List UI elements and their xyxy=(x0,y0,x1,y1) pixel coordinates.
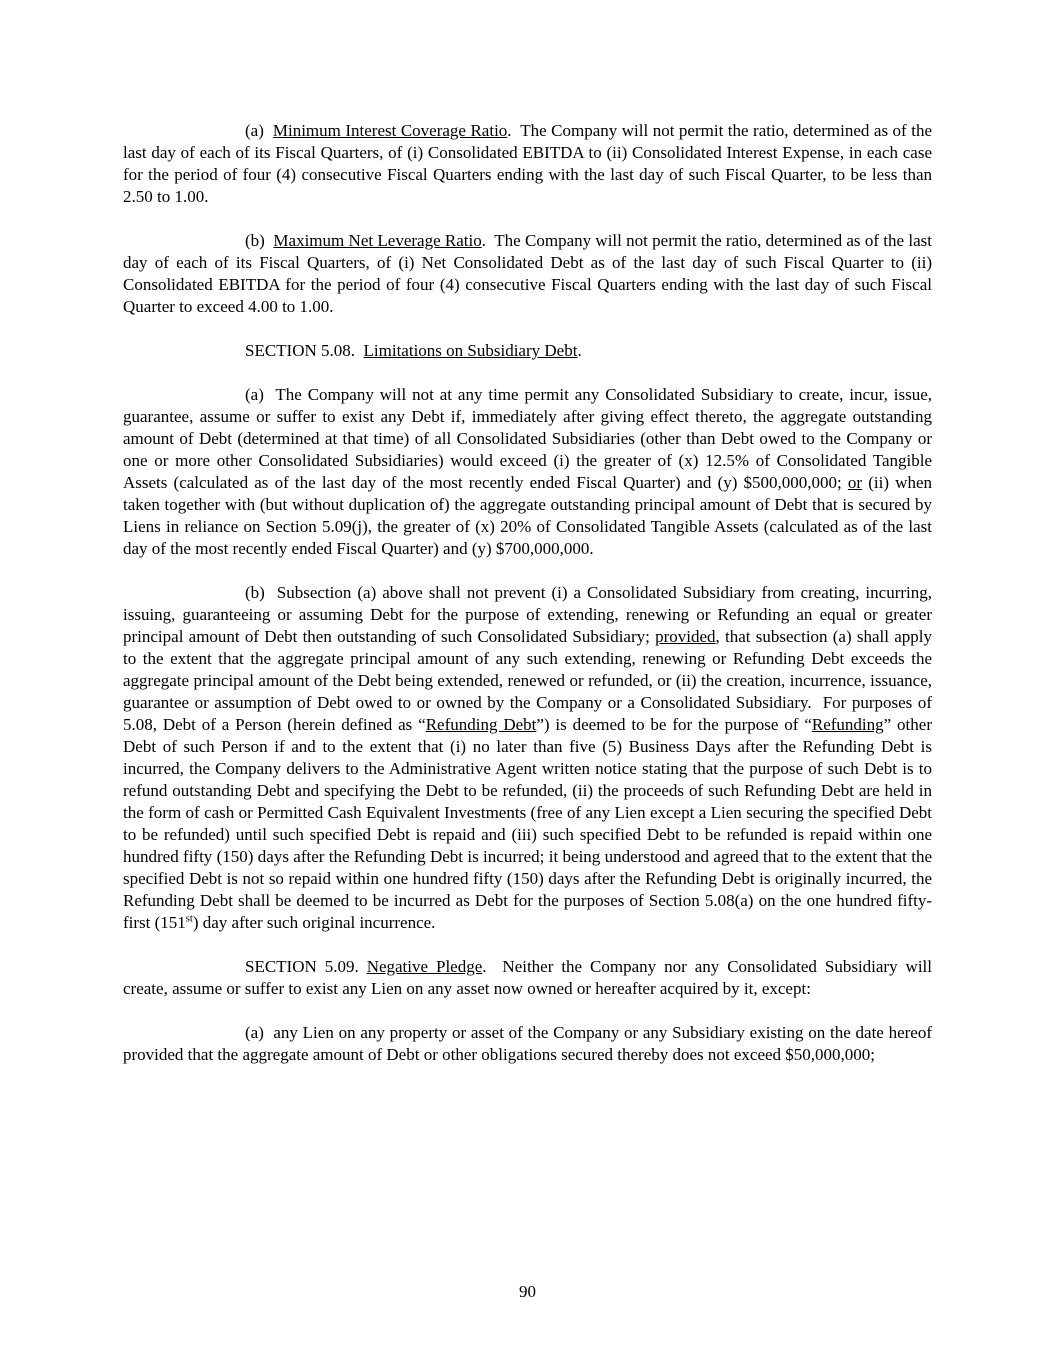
text-run: ) day after such original incurrence. xyxy=(192,913,436,932)
text-run: SECTION 5.09. xyxy=(245,957,367,976)
underlined-text-run: provided xyxy=(655,627,716,646)
text-run: . The Company will not permit the ratio, determined as of the last day of each of its Fiscal Quarters, of (i) Consolidated EBITDA to (ii) Consolidated Interest Expense, in each case for the period of four (4) consecutive Fiscal Quarters ending with the last day of such Fiscal Quarter, to be less than 2.50 to 1.00. xyxy=(123,121,932,206)
superscript-text-run: st xyxy=(185,913,193,925)
text-run: . Neither the Company nor any Consolidated Subsidiary will create, assume or suffer to exist any Lien on any asset now owned or hereafter acquired by it, except: xyxy=(123,957,932,998)
text-run: . xyxy=(577,341,582,360)
text-run: SECTION 5.08. xyxy=(245,341,364,360)
section-5-09-heading-and-intro xyxy=(123,956,932,1000)
page-number: 90 xyxy=(519,1282,536,1301)
section-5-08-heading xyxy=(123,340,932,362)
clause-b-maximum-net-leverage-ratio xyxy=(123,230,932,318)
underlined-text-run: Maximum Net Leverage Ratio xyxy=(273,231,482,250)
section-5-08-clause-b xyxy=(123,582,932,934)
text-run: , that subsection (a) shall apply to the extent that the aggregate principal amount of any such extending, renewing or Refunding Debt exceeds the aggregate principal amount of the Debt being extended, renewed or refunded, or (ii) the creation, incurrence, issuance, guarantee or assumption of Debt owed to or owned by the Company or a Consolidated Subsidiary. For purposes of 5.08, Debt of a Person (herein defined as “ xyxy=(123,627,932,734)
text-run: (a) xyxy=(245,121,273,140)
underlined-text-run: Refunding xyxy=(811,715,884,734)
text-run: ” other Debt of such Person if and to the extent that (i) no later than five (5) Business Days after the Refunding Debt is incurred, the Company delivers to the Administrative Agent written notice stating that the purpose of such Debt is to refund outstanding Debt and specifying the Debt to be refunded, (ii) the proceeds of such Refunding Debt are held in the form of cash or Permitted Cash Equivalent Investments (free of any Lien except a Lien securing the specified Debt to be refunded) until such specified Debt is repaid and (iii) such specified Debt to be refunded is repaid within one hundred fifty (150) days after the Refunding Debt is incurred; it being understood and agreed that to the extent that the specified Debt is not so repaid within one hundred fifty (150) days after the Refunding Debt is originally incurred, the Refunding Debt shall be deemed to be incurred as Debt for the purposes of Section 5.08(a) on the one hundred fifty-first (151 xyxy=(123,715,932,932)
text-run: (a) any Lien on any property or asset of the Company or any Subsidiary existing on the date hereof provided that the aggregate amount of Debt or other obligations secured thereby does not exceed $50,000,000; xyxy=(123,1023,932,1064)
text-run: (b) xyxy=(245,231,274,250)
underlined-text-run: Limitations on Subsidiary Debt xyxy=(363,341,578,360)
underlined-text-run: Negative Pledge xyxy=(366,957,483,976)
text-run: (b) Subsection (a) above shall not prevent (i) a Consolidated Subsidiary from creating, incurring, issuing, guaranteeing or assuming Debt for the purpose of extending, renewing or Refunding an equal or greater principal amount of Debt then outstanding of such Consolidated Subsidiary; xyxy=(123,583,932,646)
text-run: . The Company will not permit the ratio, determined as of the last day of each of its Fiscal Quarters, of (i) Net Consolidated Debt as of the last day of such Fiscal Quarter to (ii) Consolidated EBITDA for the period of four (4) consecutive Fiscal Quarters ending with the last day of such Fiscal Quarter to exceed 4.00 to 1.00. xyxy=(123,231,932,316)
underlined-text-run: Refunding Debt xyxy=(425,715,537,734)
text-run: (ii) when taken together with (but without duplication of) the aggregate outstanding principal amount of Debt that is secured by Liens in reliance on Section 5.09(j), the greater of (x) 20% of Consolidated Tangible Assets (calculated as of the last day of the most recently ended Fiscal Quarter) and (y) $700,000,000. xyxy=(123,473,932,558)
underlined-text-run: Minimum Interest Coverage Ratio xyxy=(272,121,508,140)
section-5-09-clause-a xyxy=(123,1022,932,1066)
clause-a-minimum-interest-coverage-ratio xyxy=(123,120,932,208)
underlined-text-run: or xyxy=(847,473,863,492)
text-run: (a) The Company will not at any time permit any Consolidated Subsidiary to create, incur, issue, guarantee, assume or suffer to exist any Debt if, immediately after giving effect thereto, the aggregate outstanding amount of Debt (determined at that time) of all Consolidated Subsidiaries (other than Debt owed to the Company or one or more other Consolidated Subsidiaries) would exceed (i) the greater of (x) 12.5% of Consolidated Tangible Assets (calculated as of the last day of the most recently ended Fiscal Quarter) and (y) $500,000,000; xyxy=(123,385,932,492)
section-5-08-clause-a xyxy=(123,384,932,560)
text-run: ”) is deemed to be for the purpose of “ xyxy=(536,715,812,734)
document-body xyxy=(123,120,932,1066)
